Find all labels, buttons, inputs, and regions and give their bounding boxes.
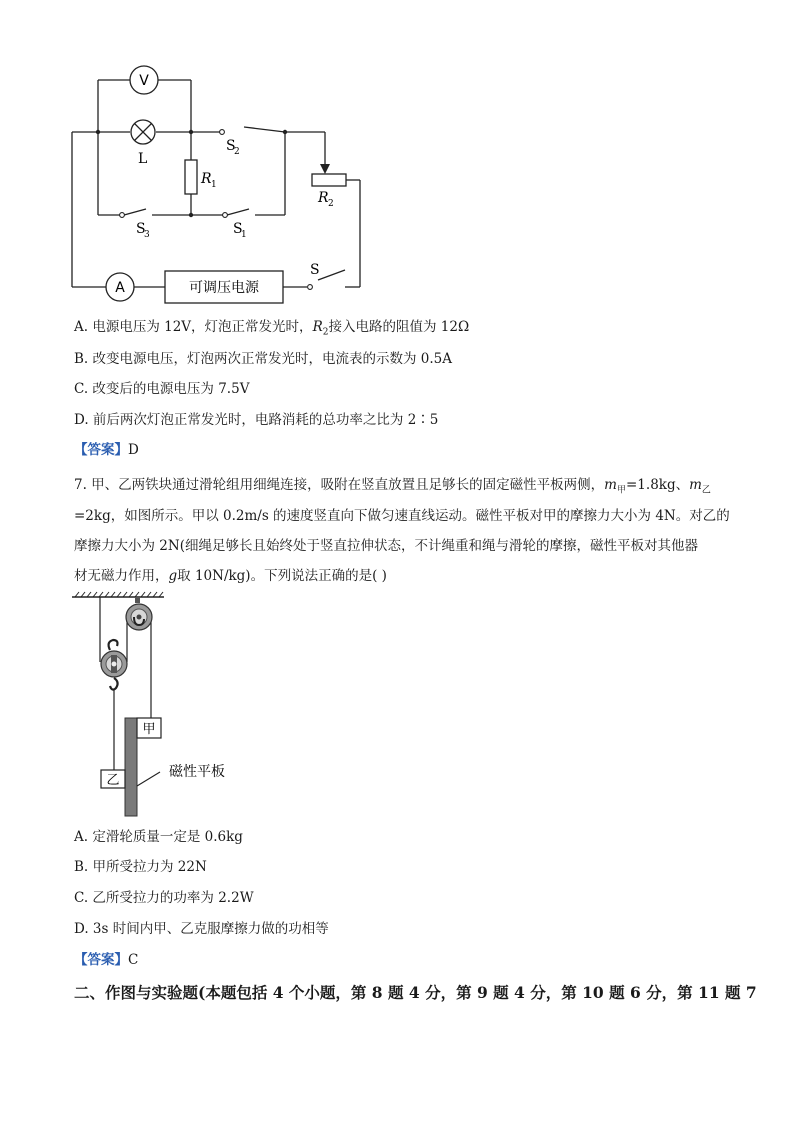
q7-line-2: =2kg，如图所示。甲以 0.2m/s 的速度竖直向下做匀速直线运动。磁性平板对甲的摩擦力大小为 4N。对乙的 <box>74 508 730 524</box>
q7-answer <box>74 951 138 969</box>
section-2-heading: 二、作图与实验题(本题包括 4 个小题，第 8 题 4 分，第 9 题 4 分，第 10 题 6 分，第 11 题 7 <box>74 983 757 1002</box>
answer-value: D <box>128 442 139 458</box>
movable-pulley <box>101 640 127 690</box>
block-yi-label: 乙 <box>106 773 120 788</box>
s2-label: S <box>226 138 236 154</box>
s1-sub: 1 <box>241 230 247 240</box>
pulley-diagram <box>0 585 794 825</box>
fixed-pulley <box>126 597 152 630</box>
q7-line-4: 材无磁力作用，g取 10N/kg)。下列说法正确的是( ) <box>74 568 387 584</box>
plate-label: 磁性平板 <box>169 764 225 780</box>
q6-option-d: D. 前后两次灯泡正常发光时，电路消耗的总功率之比为 2∶5 <box>74 412 439 428</box>
ammeter-symbol: A <box>115 280 125 296</box>
r1-label: R <box>201 171 212 187</box>
r1-sub: 1 <box>211 180 217 190</box>
q6-option-b: B. 改变电源电压，灯泡两次正常发光时，电流表的示数为 0.5A <box>74 351 453 367</box>
q7-line-3: 摩擦力大小为 2N(细绳足够长且始终处于竖直拉伸状态，不计绳重和绳与滑轮的摩擦，磁性平板对其他器 <box>74 538 698 554</box>
ammeter <box>106 273 134 301</box>
q6-option-c: C. 改变后的电源电压为 7.5V <box>74 381 250 397</box>
q7-option-c: C. 乙所受拉力的功率为 2.2W <box>74 890 254 906</box>
lamp <box>131 120 155 144</box>
power-source-label: 可调压电源 <box>189 280 259 296</box>
magnetic-plate <box>125 718 137 816</box>
voltmeter-symbol: V <box>139 73 149 89</box>
q6-answer <box>74 441 139 459</box>
r2-sub: 2 <box>328 199 334 209</box>
answer-tag: 【答案】 <box>74 952 128 968</box>
s3-sub: 3 <box>144 230 150 240</box>
s-label: S <box>310 262 320 278</box>
q6-option-a: A. 电源电压为 12V，灯泡正常发光时，$R_2$接入电路的阻值为 12Ω <box>74 319 470 338</box>
block-jia-label: 甲 <box>142 722 156 737</box>
circuit-diagram <box>0 0 794 310</box>
resistor-r2 <box>312 174 346 186</box>
q7-option-a: A. 定滑轮质量一定是 0.6kg <box>74 829 243 845</box>
answer-value: C <box>128 952 139 968</box>
lamp-label: L <box>138 151 148 167</box>
q7-option-b: B. 甲所受拉力为 22N <box>74 859 207 875</box>
resistor-r1 <box>185 160 197 194</box>
q7-line-1: 7. 甲、乙两铁块通过滑轮组用细绳连接，吸附在竖直放置且足够长的固定磁性平板两侧，$m_甲=1.8kg$、$m_乙$ <box>74 477 711 496</box>
q7-option-d: D. 3s 时间内甲、乙克服摩擦力做的功相等 <box>74 921 329 937</box>
s1-label: S <box>233 221 243 237</box>
s3-label: S <box>136 221 146 237</box>
voltmeter <box>130 66 158 94</box>
r2-label: R <box>318 190 329 206</box>
answer-tag: 【答案】 <box>74 442 128 458</box>
s2-sub: 2 <box>234 147 240 157</box>
